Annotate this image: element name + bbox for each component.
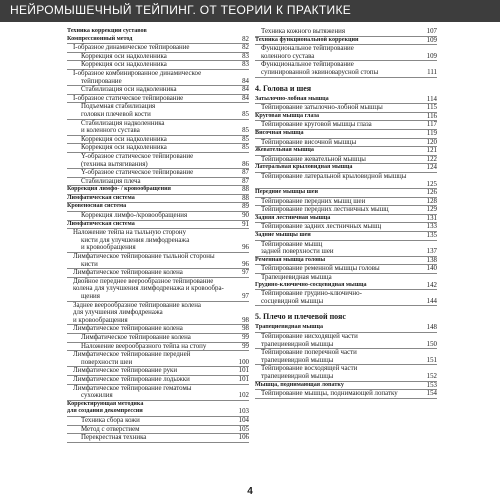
toc-entry-page: 89	[242, 203, 249, 211]
toc-entry-title: Тейпирование восходящей части	[261, 365, 358, 373]
toc-entry-title: I-образное статическое тейпирование	[73, 94, 184, 102]
toc-entry-title: задней поверхности шеи	[261, 248, 334, 256]
page-number: 4	[247, 486, 253, 497]
toc-entry[interactable]	[255, 104, 437, 113]
toc-entry-title: и кровообращения	[73, 316, 128, 324]
toc-entry[interactable]	[255, 189, 437, 198]
toc-entry[interactable]	[255, 265, 437, 274]
toc-entry[interactable]	[67, 293, 249, 302]
toc-entry-page: 117	[426, 121, 437, 129]
toc-entry-title: Y-образное статическое тейпирование	[81, 152, 194, 160]
toc-entry-page: 114	[426, 95, 437, 103]
toc-entry-page: 96	[242, 244, 249, 252]
toc-entry-title: трапециевидной мышцы	[261, 340, 334, 348]
toc-entry-page: 87	[242, 169, 249, 177]
toc-entry[interactable]	[67, 317, 249, 326]
toc-entry-title: супинированной эквиноварусной стопы	[261, 68, 379, 76]
toc-entry-title: Тейпирование мышц	[261, 240, 323, 248]
toc-entry-page: 142	[426, 281, 437, 289]
toc-entry-title: Грудино-ключично-сосцевидная мышца	[255, 281, 367, 288]
toc-entry-page: 140	[426, 265, 437, 273]
toc-entry[interactable]	[67, 417, 249, 426]
toc-entry-title: Лимфатическое тейпирование передней	[73, 351, 191, 359]
toc-entry-page: 119	[426, 129, 437, 137]
toc-entry-page: 102	[238, 392, 249, 400]
toc-entry-title: Техника коррекции суставов	[67, 28, 147, 34]
toc-entry-page: 150	[426, 340, 437, 348]
toc-entry-page: 85	[242, 110, 249, 118]
toc-entry[interactable]	[67, 212, 249, 221]
toc-entry[interactable]	[255, 373, 437, 382]
toc-entry-title: Лимфатическое тейпирование руки	[73, 367, 178, 375]
toc-entry[interactable]	[67, 178, 249, 187]
toc-entry[interactable]	[255, 215, 437, 224]
toc-entry-page: 116	[426, 112, 437, 120]
toc-entry[interactable]	[67, 111, 249, 120]
toc-entry[interactable]	[255, 232, 437, 241]
toc-entry-title: Тейпирование ременной мышцы головы	[261, 265, 380, 273]
toc-entry-title: Стабилизация плеча	[81, 177, 141, 185]
toc-entry[interactable]	[255, 298, 437, 307]
toc-entry-title: Лимфатическое тейпирование лодыжки	[73, 375, 190, 383]
toc-entry-page: 91	[242, 220, 249, 228]
toc-entry-page: 88	[242, 186, 249, 194]
toc-entry-title: Задняя лестничная мышца	[255, 214, 331, 221]
toc-entry[interactable]	[255, 349, 437, 357]
toc-entry[interactable]	[67, 78, 249, 87]
toc-entry[interactable]	[67, 153, 249, 161]
toc-entry-title: Ременная мышца головы	[255, 256, 326, 263]
toc-entry[interactable]	[255, 121, 437, 130]
toc-entry[interactable]	[67, 44, 249, 53]
toc-entry[interactable]	[255, 130, 437, 139]
toc-entry[interactable]	[67, 53, 249, 62]
toc-entry-title: Мышца, поднимающая лопатку	[255, 381, 344, 388]
toc-entry-title: щения	[81, 293, 100, 300]
toc-entry-page: 84	[242, 86, 249, 94]
toc-entry[interactable]	[67, 86, 249, 95]
toc-entry-title: Перекрестная техника	[81, 434, 147, 442]
toc-entry-title: Жевательная мышца	[255, 147, 314, 154]
toc-entry-page: 98	[242, 316, 249, 324]
toc-entry-page: 131	[426, 214, 437, 222]
toc-entry-title: Техника функциональной коррекции	[255, 36, 359, 43]
toc-entry-page: 97	[242, 269, 249, 277]
toc-entry-page: 144	[426, 297, 437, 305]
toc-entry-title: Латеральная крыловидная мышца	[255, 164, 353, 171]
toc-entry-page: 99	[242, 333, 249, 341]
toc-entry[interactable]	[255, 324, 437, 333]
toc-entry-title: Подъемная стабилизация	[81, 103, 156, 111]
toc-entry-page: 83	[242, 52, 249, 60]
toc-entry[interactable]	[67, 367, 249, 376]
toc-entry-page: 90	[242, 212, 249, 220]
toc-section-heading: 4. Голова и шея	[255, 83, 312, 93]
toc-entry[interactable]	[67, 221, 249, 230]
toc-entry[interactable]	[255, 198, 437, 207]
toc-entry[interactable]	[67, 261, 249, 270]
toc-entry-title: Лимфатическое тейпирование гематомы	[73, 384, 192, 392]
toc-entry-page: 121	[426, 147, 437, 155]
toc-entry-page: 83	[242, 61, 249, 69]
toc-entry-title: Затылочно-лобная мышца	[255, 95, 329, 102]
toc-entry-page: 109	[426, 36, 437, 44]
toc-entry-page: 126	[426, 189, 437, 197]
toc-entry[interactable]	[67, 376, 249, 385]
toc-entry-title: тейпирование	[81, 77, 122, 85]
toc-entry[interactable]	[67, 195, 249, 204]
toc-entry[interactable]	[67, 28, 249, 36]
toc-entry-title: Лимфатическое тейпирование тыльной стороны	[73, 253, 215, 261]
toc-entry-title: Коррекция оси надколенника	[81, 52, 167, 60]
toc-entry[interactable]	[255, 53, 437, 62]
toc-entry[interactable]	[255, 365, 437, 373]
toc-entry-page: 85	[242, 127, 249, 135]
toc-entry[interactable]	[255, 257, 437, 266]
toc-entry-title: Коррекция оси надколенника	[81, 135, 167, 143]
toc-entry[interactable]	[67, 95, 249, 104]
toc-entry-page: 101	[238, 367, 249, 375]
toc-entry[interactable]	[67, 229, 249, 237]
toc-entry[interactable]	[67, 144, 249, 153]
toc-entry[interactable]	[255, 139, 437, 148]
toc-entry[interactable]	[67, 351, 249, 359]
toc-entry-page: 122	[426, 155, 437, 163]
toc-entry[interactable]	[67, 103, 249, 111]
toc-entry-title: Техника кожного вытяжения	[261, 28, 345, 35]
toc-entry-title: Лимфатическое тейпирование колена	[81, 333, 191, 341]
toc-entry[interactable]	[67, 309, 249, 317]
toc-entry-title: Тейпирование поперечной части	[261, 349, 357, 357]
toc-entry-title: и кровообращения	[81, 244, 136, 252]
toc-entry[interactable]	[67, 408, 249, 417]
toc-entry-page: 111	[427, 68, 437, 76]
toc-entry-title: Заднее веерообразное тейпирование колена	[73, 301, 201, 309]
toc-entry[interactable]	[67, 186, 249, 195]
toc-entry-title: Коррекция лимфо-/кровообращения	[81, 212, 188, 220]
toc-entry[interactable]	[255, 96, 437, 105]
toc-entry[interactable]	[255, 37, 437, 46]
toc-left-column	[67, 28, 249, 443]
toc-entry[interactable]	[67, 343, 249, 352]
toc-entry[interactable]	[67, 325, 249, 334]
toc-entry-page: 125	[426, 180, 437, 188]
toc-entry-title: коленного сустава	[261, 52, 315, 60]
toc-entry-page: 109	[426, 52, 437, 60]
toc-entry-title: Передние мышцы шеи	[255, 189, 318, 196]
toc-entry[interactable]	[67, 385, 249, 393]
toc-entry-title: Компрессионный метод	[67, 35, 133, 42]
toc-section-heading: 5. Плечо и плечевой пояс	[255, 312, 346, 322]
toc-entry-page: 152	[426, 372, 437, 380]
toc-entry-title: Трапециевидная мышца	[261, 274, 332, 282]
toc-entry[interactable]	[67, 169, 249, 178]
toc-entry[interactable]	[255, 341, 437, 350]
toc-entry[interactable]	[255, 274, 437, 282]
toc-entry-title: кисти для улучшения лимфодренажа	[81, 236, 190, 244]
toc-entry[interactable]	[255, 173, 437, 181]
toc-entry[interactable]	[67, 161, 249, 170]
page-header	[0, 0, 500, 22]
toc-entry-title: Наложение тейпа на тыльную сторону	[73, 229, 187, 237]
toc-entry[interactable]	[255, 290, 437, 298]
toc-entry-page: 129	[426, 206, 437, 214]
toc-entry-page: 148	[426, 324, 437, 332]
toc-entry-title: сосцевидной мышцы	[261, 297, 324, 305]
toc-entry-title: Функциональное тейпирование	[261, 61, 354, 69]
toc-entry-page: 106	[238, 434, 249, 442]
toc-entry[interactable]	[255, 333, 437, 341]
toc-entry[interactable]	[67, 36, 249, 45]
toc-entry-title: головки плечевой кости	[81, 110, 151, 118]
toc-entry-page: 85	[242, 135, 249, 143]
toc-entry-title: поверхности шеи	[81, 358, 133, 366]
toc-entry[interactable]	[255, 28, 437, 37]
toc-entry-title: Коррекция лимфо- / кровообращения	[67, 186, 171, 193]
toc-entry-page: 154	[426, 390, 437, 398]
toc-entry[interactable]	[67, 426, 249, 435]
toc-entry[interactable]	[67, 203, 249, 212]
toc-entry-title: кисти	[81, 260, 98, 268]
toc-entry[interactable]	[67, 278, 249, 286]
toc-entry-title: I-образное динамическое тейпирование	[73, 44, 190, 52]
toc-entry-title: колена для улучшения лимфодренажа и кровообра-	[73, 285, 224, 293]
toc-entry-title: Техника сбора кожи	[81, 416, 140, 424]
toc-entry[interactable]	[255, 282, 437, 291]
toc-entry-title: Трапециевидная мышца	[255, 324, 324, 331]
toc-entry-title: Лимфатическая система	[67, 220, 135, 227]
toc-entry-title: Коррекция оси надколенника	[81, 61, 167, 69]
toc-entry[interactable]	[255, 147, 437, 156]
toc-entry-page: 105	[238, 425, 249, 433]
toc-entry-title: и коленного сустава	[81, 127, 140, 135]
toc-entry-page: 107	[426, 28, 437, 35]
toc-entry-title: Функциональное тейпирование	[261, 45, 354, 53]
toc-entry[interactable]	[67, 237, 249, 245]
toc-entry[interactable]	[67, 253, 249, 261]
toc-entry-title: Тейпирование передних лестничных мышц	[261, 206, 389, 214]
toc-entry-page: 86	[242, 160, 249, 168]
toc-entry[interactable]	[255, 156, 437, 165]
toc-entry[interactable]	[255, 223, 437, 232]
toc-entry-title: Тейпирование круговой мышцы глаза	[261, 121, 372, 129]
toc-entry-page: 103	[238, 408, 249, 416]
toc-entry-page: 135	[426, 232, 437, 240]
toc-entry[interactable]	[67, 334, 249, 343]
toc-entry[interactable]	[67, 61, 249, 70]
toc-entry-title: для улучшения лимфодренажа	[73, 309, 163, 317]
toc-entry[interactable]	[255, 113, 437, 122]
toc-entry[interactable]	[67, 127, 249, 136]
toc-entry[interactable]	[255, 61, 437, 69]
toc-entry[interactable]	[255, 164, 437, 173]
toc-entry-page: 124	[426, 164, 437, 172]
toc-entry[interactable]	[67, 359, 249, 368]
toc-entry[interactable]	[255, 390, 437, 399]
toc-entry-title: (техника вытягивания)	[81, 160, 148, 168]
toc-entry-title: Тейпирование передних мышц шеи	[261, 197, 366, 205]
toc-entry[interactable]	[67, 302, 249, 310]
toc-entry[interactable]	[255, 248, 437, 257]
toc-entry-title: Тейпирование нисходящей части	[261, 333, 358, 340]
toc-entry-page: 98	[242, 325, 249, 333]
toc-entry-title: Круговая мышца глаза	[255, 112, 319, 119]
toc-entry-title: Тейпирование затылочно-лобной мышцы	[261, 104, 383, 112]
toc-entry-title: Наложение веерообразного тейпа на стопу	[81, 342, 207, 350]
toc-entry-title: Двойное переднее веерообразное тейпирование	[73, 277, 214, 285]
toc-entry-page: 133	[426, 223, 437, 231]
toc-entry-title: Метод с отверстием	[81, 425, 140, 433]
toc-entry[interactable]	[67, 434, 249, 443]
toc-entry-page: 115	[426, 104, 437, 112]
toc-entry-title: трапециевидной мышцы	[261, 372, 334, 380]
toc-entry-title: Y-образное статическое тейпирование	[81, 169, 194, 177]
toc-entry[interactable]	[255, 206, 437, 215]
toc-entry[interactable]	[255, 357, 437, 366]
toc-entry-title: для создания декомпрессии	[67, 408, 143, 415]
toc-entry[interactable]	[67, 120, 249, 128]
toc-entry-title: Лимфатическое тейпирование колена	[73, 325, 183, 333]
toc-entry-title: трапециевидной мышцы	[261, 356, 334, 364]
toc-entry[interactable]	[67, 244, 249, 253]
toc-entry[interactable]	[255, 69, 437, 78]
toc-entry-page: 99	[242, 342, 249, 350]
toc-entry-title: Корректирующая методика	[67, 400, 144, 407]
toc-entry-title: Стабилизация надколенника	[81, 119, 165, 127]
toc-entry-title: Височная мышца	[255, 129, 304, 136]
toc-entry-page: 84	[242, 77, 249, 85]
toc-entry-page: 82	[242, 44, 249, 52]
toc-entry-page: 137	[426, 248, 437, 256]
toc-entry-title: Коррекция оси надколенника	[81, 144, 167, 152]
toc-entry-page: 87	[242, 177, 249, 185]
toc-entry[interactable]	[255, 181, 437, 190]
toc-entry-title: Стабилизация оси надколенника	[81, 86, 177, 94]
toc-entry-page: 100	[238, 358, 249, 366]
toc-entry-page: 82	[242, 35, 249, 43]
toc-entry[interactable]	[67, 136, 249, 145]
toc-entry-title: Лимфатическая система	[67, 194, 135, 201]
toc-entry[interactable]	[67, 401, 249, 409]
book-title: НЕЙРОМЫШЕЧНЫЙ ТЕЙПИНГ. ОТ ТЕОРИИ К ПРАКТИКЕ	[10, 3, 352, 17]
toc-entry-page: 151	[426, 356, 437, 364]
toc-entry-page: 104	[238, 416, 249, 424]
toc-entry-title: сухожилия	[81, 392, 113, 400]
toc-entry[interactable]	[255, 241, 437, 249]
toc-entry-title: Тейпирование жевательной мышцы	[261, 155, 366, 163]
toc-entry[interactable]	[67, 269, 249, 278]
toc-entry-title: I-образное комбинированное динамическое	[73, 69, 202, 77]
toc-entry-title: Кровеносная система	[67, 203, 127, 210]
toc-entry-page: 84	[242, 94, 249, 102]
toc-entry-page: 128	[426, 197, 437, 205]
toc-entry-title: Тейпирование мышцы, поднимающей лопатку	[261, 390, 398, 398]
toc-entry-title: Тейпирование задних лестничных мышц	[261, 223, 382, 231]
toc-entry[interactable]	[67, 392, 249, 401]
toc-entry-page: 96	[242, 260, 249, 268]
toc-entry-page: 88	[242, 194, 249, 202]
toc-entry[interactable]	[255, 45, 437, 53]
toc-right-column	[255, 28, 437, 399]
toc-entry[interactable]	[255, 382, 437, 391]
toc-entry-title: Лимфатическое тейпирование колена	[73, 269, 183, 277]
toc-entry[interactable]	[67, 285, 249, 293]
toc-entry-page: 153	[426, 381, 437, 389]
toc-entry-page: 120	[426, 138, 437, 146]
toc-entry-title: Тейпирование грудино-ключично-	[261, 290, 362, 298]
toc-entry-page: 101	[238, 375, 249, 383]
toc-entry[interactable]	[67, 70, 249, 78]
toc-entry-title: Задние мышцы шеи	[255, 232, 311, 239]
toc-entry-page: 97	[242, 293, 249, 300]
toc-entry-page: 85	[242, 144, 249, 152]
toc-entry-title: Тейпирование латеральной крыловидной мышцы	[261, 172, 407, 180]
toc-entry-page: 138	[426, 256, 437, 264]
toc-entry-title: Тейпирование височной мышцы	[261, 138, 357, 146]
